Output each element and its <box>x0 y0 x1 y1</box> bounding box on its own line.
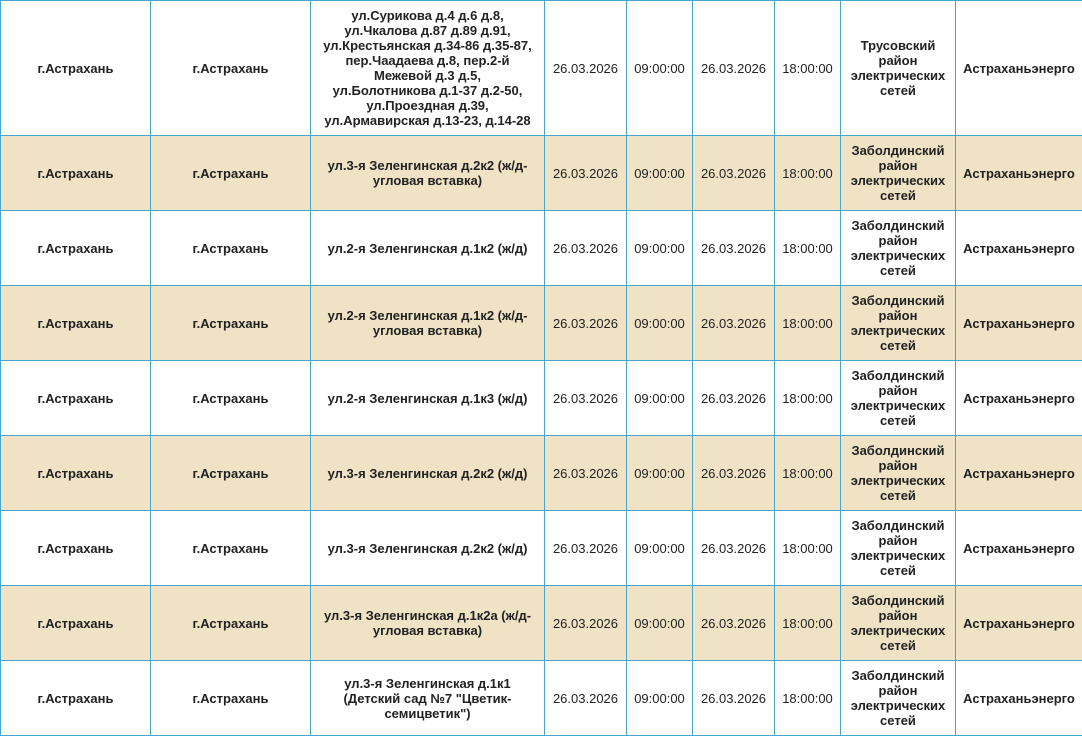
address-line: ул.Крестьянская д.34-86 д.35-87, <box>323 38 532 53</box>
end-date-cell: 26.03.2026 <box>693 286 775 361</box>
start-time-cell: 09:00:00 <box>627 436 693 511</box>
address-line: угловая вставка) <box>372 173 483 188</box>
district-line: Заболдинский <box>851 368 945 383</box>
address-line: ул.2-я Зеленгинская д.1к2 (ж/д- <box>327 308 528 323</box>
address-line: ул.Проездная д.39, <box>366 98 489 113</box>
district-cell <box>841 436 956 511</box>
locality-cell: г.Астрахань <box>151 1 311 136</box>
start-date-cell: 26.03.2026 <box>545 286 627 361</box>
district-line: Заболдинский <box>851 443 945 458</box>
district-line: район <box>878 608 918 623</box>
district-line: Заболдинский <box>851 593 945 608</box>
end-time-cell: 18:00:00 <box>775 1 841 136</box>
start-time-cell: 09:00:00 <box>627 661 693 736</box>
start-date-cell: 26.03.2026 <box>545 136 627 211</box>
address-cell <box>311 361 545 436</box>
region-cell: г.Астрахань <box>1 661 151 736</box>
end-time-cell: 18:00:00 <box>775 586 841 661</box>
table-row <box>1 511 1082 586</box>
district-line: Заболдинский <box>851 143 945 158</box>
district-line: район <box>878 458 918 473</box>
table-row <box>1 286 1082 361</box>
district-line: электрических <box>850 473 946 488</box>
organization-cell: Астраханьэнерго <box>956 286 1082 361</box>
address-line: ул.Армавирская д.13-23, д.14-28 <box>324 113 531 128</box>
district-line: район <box>878 308 918 323</box>
district-line: Заболдинский <box>851 668 945 683</box>
end-date-cell: 26.03.2026 <box>693 136 775 211</box>
region-cell: г.Астрахань <box>1 136 151 211</box>
start-date-cell: 26.03.2026 <box>545 436 627 511</box>
district-line: электрических <box>850 623 946 638</box>
region-cell: г.Астрахань <box>1 286 151 361</box>
table-row <box>1 136 1082 211</box>
district-line: сетей <box>880 638 916 653</box>
end-time-cell: 18:00:00 <box>775 511 841 586</box>
locality-cell: г.Астрахань <box>151 361 311 436</box>
region-cell: г.Астрахань <box>1 361 151 436</box>
address-line: ул.Болотникова д.1-37 д.2-50, <box>332 83 523 98</box>
address-line: ул.Чкалова д.87 д.89 д.91, <box>344 23 511 38</box>
end-time-cell: 18:00:00 <box>775 661 841 736</box>
locality-cell: г.Астрахань <box>151 436 311 511</box>
start-date-cell: 26.03.2026 <box>545 361 627 436</box>
address-cell <box>311 211 545 286</box>
address-line: ул.3-я Зеленгинская д.2к2 (ж/д) <box>327 465 528 481</box>
organization-cell: Астраханьэнерго <box>956 361 1082 436</box>
region-cell: г.Астрахань <box>1 586 151 661</box>
district-cell <box>841 361 956 436</box>
address-cell <box>311 136 545 211</box>
region-cell: г.Астрахань <box>1 511 151 586</box>
start-time-cell: 09:00:00 <box>627 586 693 661</box>
address-cell <box>311 436 545 511</box>
start-date-cell: 26.03.2026 <box>545 661 627 736</box>
end-date-cell: 26.03.2026 <box>693 586 775 661</box>
district-line: электрических <box>850 173 946 188</box>
district-cell <box>841 1 956 136</box>
district-line: сетей <box>880 713 916 728</box>
district-line: сетей <box>880 338 916 353</box>
district-line: сетей <box>880 83 916 98</box>
address-line: семицветик") <box>384 705 471 721</box>
district-line: район <box>878 53 918 68</box>
locality-cell: г.Астрахань <box>151 661 311 736</box>
region-cell: г.Астрахань <box>1 436 151 511</box>
address-cell <box>311 661 545 736</box>
district-line: Заболдинский <box>851 518 945 533</box>
organization-cell: Астраханьэнерго <box>956 661 1082 736</box>
district-line: электрических <box>850 248 946 263</box>
end-time-cell: 18:00:00 <box>775 361 841 436</box>
address-line: ул.3-я Зеленгинская д.1к2а (ж/д- <box>323 608 532 623</box>
start-time-cell: 09:00:00 <box>627 1 693 136</box>
district-line: электрических <box>850 698 946 713</box>
district-line: электрических <box>850 323 946 338</box>
end-time-cell: 18:00:00 <box>775 436 841 511</box>
district-cell <box>841 586 956 661</box>
district-line: сетей <box>880 263 916 278</box>
address-line: ул.2-я Зеленгинская д.1к3 (ж/д) <box>327 390 528 406</box>
address-line: пер.Чаадаева д.8, пер.2-й <box>345 53 510 68</box>
start-time-cell: 09:00:00 <box>627 286 693 361</box>
address-line: угловая вставка) <box>372 623 483 638</box>
district-line: район <box>878 533 918 548</box>
table-row <box>1 1 1082 136</box>
region-cell: г.Астрахань <box>1 1 151 136</box>
district-line: район <box>878 158 918 173</box>
locality-cell: г.Астрахань <box>151 286 311 361</box>
address-line: ул.3-я Зеленгинская д.1к1 <box>344 675 511 691</box>
end-date-cell: 26.03.2026 <box>693 511 775 586</box>
district-line: район <box>878 683 918 698</box>
district-line: электрических <box>850 548 946 563</box>
table-row <box>1 361 1082 436</box>
district-line: Заболдинский <box>851 218 945 233</box>
organization-cell: Астраханьэнерго <box>956 511 1082 586</box>
start-time-cell: 09:00:00 <box>627 361 693 436</box>
address-line: угловая вставка) <box>372 323 483 338</box>
district-cell <box>841 661 956 736</box>
district-line: электрических <box>850 398 946 413</box>
organization-cell: Астраханьэнерго <box>956 436 1082 511</box>
start-date-cell: 26.03.2026 <box>545 586 627 661</box>
address-cell <box>311 586 545 661</box>
start-time-cell: 09:00:00 <box>627 136 693 211</box>
organization-cell: Астраханьэнерго <box>956 586 1082 661</box>
address-line: ул.3-я Зеленгинская д.2к2 (ж/д) <box>327 540 528 556</box>
address-line: ул.Сурикова д.4 д.6 д.8, <box>351 8 504 23</box>
table-body <box>1 1 1082 736</box>
district-cell <box>841 136 956 211</box>
end-date-cell: 26.03.2026 <box>693 211 775 286</box>
start-date-cell: 26.03.2026 <box>545 511 627 586</box>
district-line: электрических <box>850 68 946 83</box>
district-cell <box>841 286 956 361</box>
address-line: ул.3-я Зеленгинская д.2к2 (ж/д- <box>327 158 528 173</box>
end-date-cell: 26.03.2026 <box>693 361 775 436</box>
district-line: Трусовский <box>860 38 936 53</box>
end-date-cell: 26.03.2026 <box>693 436 775 511</box>
organization-cell: Астраханьэнерго <box>956 136 1082 211</box>
address-line: (Детский сад №7 "Цветик- <box>343 690 512 706</box>
end-date-cell: 26.03.2026 <box>693 1 775 136</box>
address-cell <box>311 1 545 136</box>
district-line: сетей <box>880 563 916 578</box>
address-line: ул.2-я Зеленгинская д.1к2 (ж/д) <box>327 240 528 256</box>
district-line: район <box>878 233 918 248</box>
district-cell <box>841 511 956 586</box>
locality-cell: г.Астрахань <box>151 511 311 586</box>
start-time-cell: 09:00:00 <box>627 511 693 586</box>
region-cell: г.Астрахань <box>1 211 151 286</box>
district-line: сетей <box>880 188 916 203</box>
end-time-cell: 18:00:00 <box>775 286 841 361</box>
table-row <box>1 211 1082 286</box>
district-line: сетей <box>880 413 916 428</box>
end-time-cell: 18:00:00 <box>775 136 841 211</box>
start-date-cell: 26.03.2026 <box>545 1 627 136</box>
table-row <box>1 661 1082 736</box>
district-line: район <box>878 383 918 398</box>
address-cell <box>311 511 545 586</box>
address-cell <box>311 286 545 361</box>
table-row <box>1 586 1082 661</box>
end-date-cell: 26.03.2026 <box>693 661 775 736</box>
end-time-cell: 18:00:00 <box>775 211 841 286</box>
locality-cell: г.Астрахань <box>151 211 311 286</box>
district-cell <box>841 211 956 286</box>
district-line: сетей <box>880 488 916 503</box>
start-time-cell: 09:00:00 <box>627 211 693 286</box>
address-line: Межевой д.3 д.5, <box>374 68 481 83</box>
organization-cell: Астраханьэнерго <box>956 211 1082 286</box>
district-line: Заболдинский <box>851 293 945 308</box>
locality-cell: г.Астрахань <box>151 136 311 211</box>
locality-cell: г.Астрахань <box>151 586 311 661</box>
table-row <box>1 436 1082 511</box>
organization-cell: Астраханьэнерго <box>956 1 1082 136</box>
start-date-cell: 26.03.2026 <box>545 211 627 286</box>
